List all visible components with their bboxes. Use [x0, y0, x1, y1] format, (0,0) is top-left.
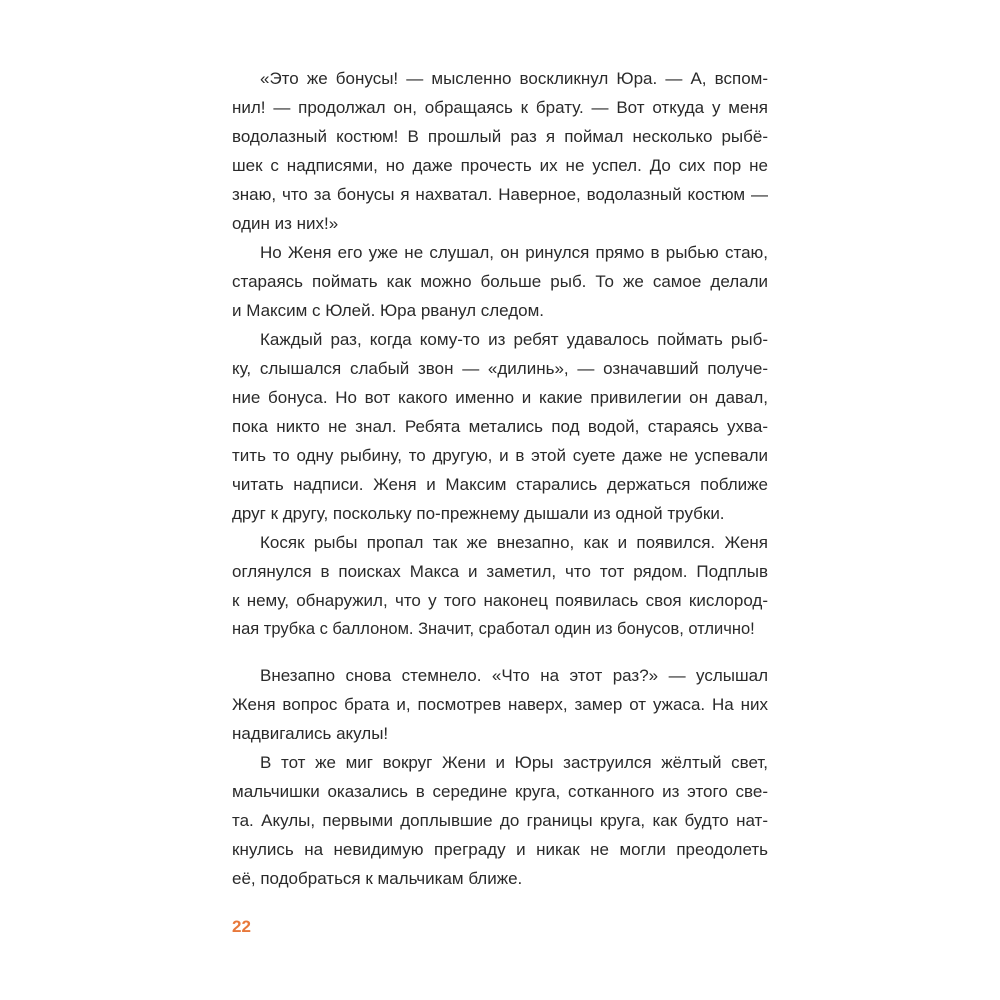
text-line: водолазный костюм! В прошлый раз я поймал несколько рыбё-: [232, 127, 768, 146]
text-line: та. Акулы, первыми доплывшие до границы круга, как будто нат-: [232, 811, 768, 830]
text-line: Косяк рыбы пропал так же внезапно, как и появился. Женя: [260, 533, 768, 552]
text-line: и Максим с Юлей. Юра рванул следом.: [232, 301, 545, 320]
text-line: мальчишки оказались в середине круга, сотканного из этого све-: [232, 782, 768, 801]
text-line: «Это же бонусы! — мысленно воскликнул Юра. — А, вспом-: [260, 69, 768, 88]
text-line: Но Женя его уже не слушал, он ринулся прямо в рыбью стаю,: [260, 243, 768, 262]
text-line: ная трубка с баллоном. Значит, сработал один из бонусов, отлично!: [232, 620, 755, 638]
page-number: 22: [232, 917, 251, 936]
text-line: шек с надписями, но даже прочесть их не успел. До сих пор не: [232, 156, 768, 175]
text-line: ку, слышался слабый звон — «дилинь», — означавший получе-: [232, 359, 768, 378]
text-line: читать надписи. Женя и Максим старались держаться поближе: [232, 475, 768, 494]
text-line: нил! — продолжал он, обращаясь к брату. — Вот откуда у меня: [232, 98, 768, 117]
text-line: надвигались акулы!: [232, 724, 389, 743]
text-line: один из них!»: [232, 214, 339, 233]
text-line: стараясь поймать как можно больше рыб. То же самое делали: [232, 272, 768, 291]
text-line: Внезапно снова стемнело. «Что на этот раз?» — услышал: [260, 666, 768, 685]
text-line: Женя вопрос брата и, посмотрев наверх, замер от ужаса. На них: [232, 695, 768, 714]
text-line: ние бонуса. Но вот какого именно и какие привилегии он давал,: [232, 388, 768, 407]
text-line: оглянулся в поисках Макса и заметил, что тот рядом. Подплыв: [232, 562, 768, 581]
text-line: к нему, обнаружил, что у того наконец появилась своя кислород-: [232, 591, 768, 610]
text-line: знаю, что за бонусы я нахватал. Наверное, водолазный костюм —: [232, 185, 768, 204]
text-line: пока никто не знал. Ребята метались под водой, стараясь ухва-: [232, 417, 768, 436]
text-line: Каждый раз, когда кому-то из ребят удавалось поймать рыб-: [260, 330, 768, 349]
text-line: её, подобраться к мальчикам ближе.: [232, 869, 523, 888]
text-section-2: [232, 661, 768, 893]
text-line: тить то одну рыбину, то другую, и в этой суете даже не успевали: [232, 446, 768, 465]
text-line: В тот же миг вокруг Жени и Юры заструился жёлтый свет,: [260, 753, 768, 772]
text-line: друг к другу, поскольку по-прежнему дышали из одной трубки.: [232, 504, 725, 523]
text-section-1: [232, 64, 768, 644]
text-line: кнулись на невидимую преграду и никак не могли преодолеть: [232, 840, 768, 859]
